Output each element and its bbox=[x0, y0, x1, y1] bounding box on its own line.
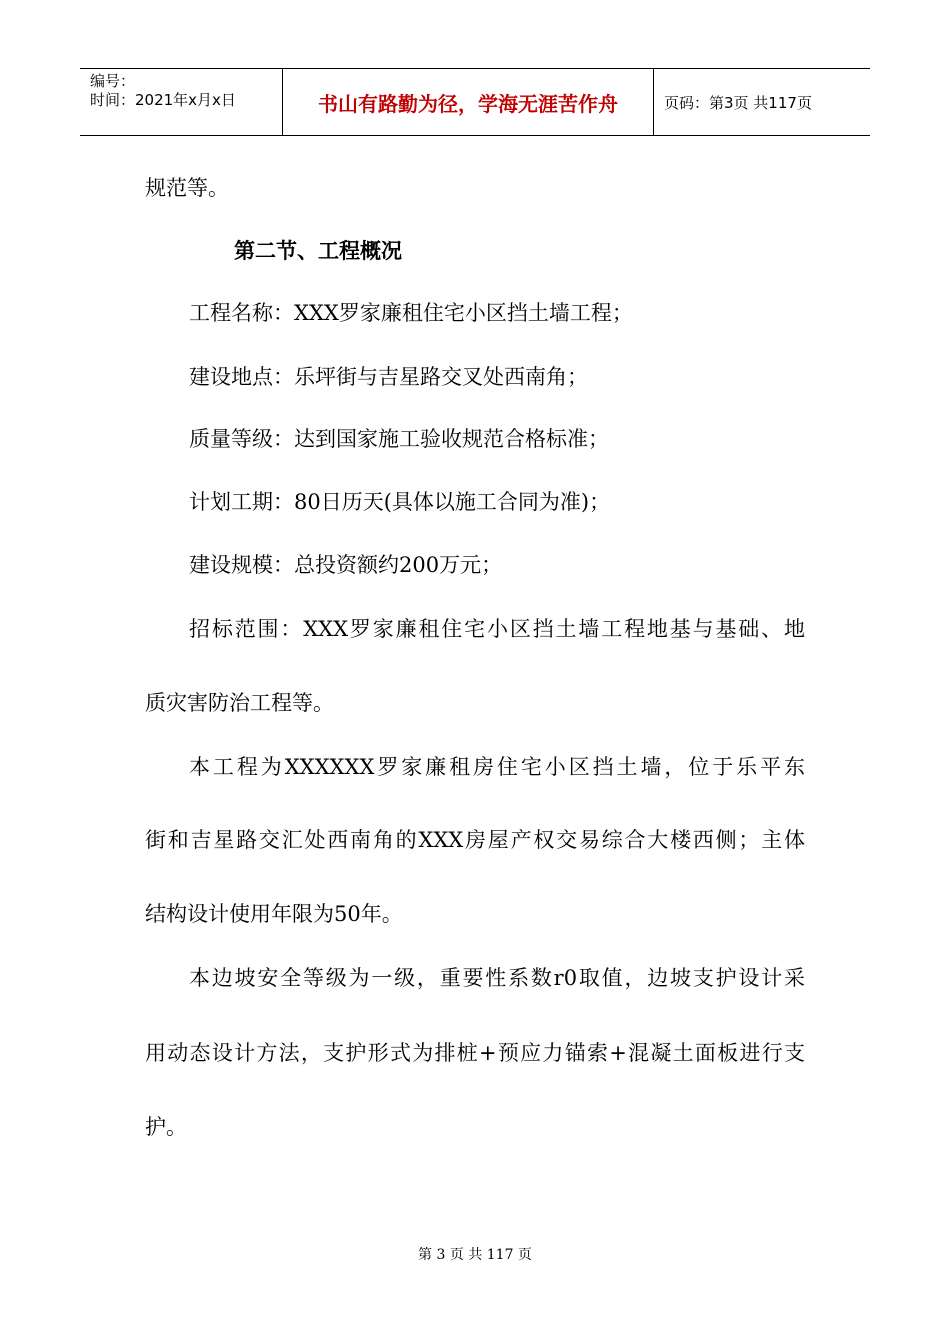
page-header bbox=[80, 68, 870, 136]
header-page-number: 页码：第3页 共117页 bbox=[664, 94, 812, 112]
continuation-text: 规范等。 bbox=[145, 176, 229, 200]
paragraph-1-line-3: 结构设计使用年限为50年。 bbox=[145, 902, 403, 926]
scope-line-2: 质灾害防治工程等。 bbox=[145, 691, 334, 715]
scope-line-1: 招标范围：XXX罗家廉租住宅小区挡土墙工程地基与基础、地 bbox=[189, 617, 805, 641]
section-heading: 第二节、工程概况 bbox=[234, 239, 402, 263]
page-footer: 第 3 页 共 117 页 bbox=[418, 1247, 532, 1263]
header-page-cell bbox=[654, 69, 870, 135]
paragraph-1-line-2: 街和吉星路交汇处西南角的XXX房屋产权交易综合大楼西侧；主体 bbox=[145, 828, 805, 852]
schedule-line: 计划工期：80日历天(具体以施工合同为准)； bbox=[189, 490, 611, 514]
paragraph-1-line-1: 本工程为XXXXXX罗家廉租房住宅小区挡土墙，位于乐平东 bbox=[189, 755, 805, 779]
document-number-label: 编号： bbox=[90, 72, 136, 90]
location-line: 建设地点：乐坪街与吉星路交叉处西南角； bbox=[189, 365, 588, 389]
header-motto-cell bbox=[282, 69, 654, 135]
header-meta-cell bbox=[80, 69, 282, 135]
document-date-label: 时间：2021年x月x日 bbox=[90, 91, 236, 109]
paragraph-2-line-2: 用动态设计方法，支护形式为排桩+预应力锚索+混凝土面板进行支 bbox=[145, 1041, 805, 1065]
quality-line: 质量等级：达到国家施工验收规范合格标准； bbox=[189, 427, 609, 451]
header-motto: 书山有路勤为径，学海无涯苦作舟 bbox=[318, 92, 618, 116]
paragraph-2-line-1: 本边坡安全等级为一级，重要性系数r0取值，边坡支护设计采 bbox=[189, 966, 805, 990]
project-name-line: 工程名称：XXX罗家廉租住宅小区挡土墙工程； bbox=[189, 301, 633, 325]
paragraph-2-line-3: 护。 bbox=[145, 1115, 187, 1139]
scale-line: 建设规模：总投资额约200万元； bbox=[189, 553, 503, 577]
